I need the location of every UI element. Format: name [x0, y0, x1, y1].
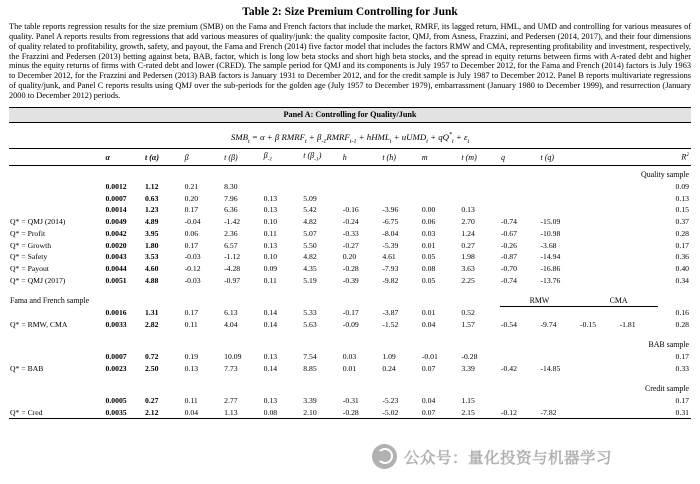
value-cell: 0.17 — [675, 352, 689, 362]
value-cell: 0.34 — [675, 276, 689, 285]
value-cell: 0.0016 — [105, 308, 127, 318]
value-cell: 2.15 — [461, 407, 475, 417]
column-header — [619, 148, 659, 165]
equation-row — [9, 122, 691, 148]
value-cell — [342, 180, 382, 192]
value-cell: 0.19 — [184, 352, 199, 362]
value-cell: -0.87 — [500, 252, 517, 262]
value-cell — [381, 192, 421, 204]
value-cell — [619, 395, 659, 407]
value-cell — [579, 363, 619, 375]
row-label: Q* = Safety — [10, 252, 48, 262]
value-cell: -0.74 — [500, 276, 517, 285]
value-cell: -0.15 — [580, 319, 597, 329]
value-cell: 1.23 — [145, 205, 159, 215]
value-cell: 4.82 — [303, 217, 317, 227]
table-row — [9, 307, 691, 319]
value-cell — [619, 307, 659, 319]
value-cell: 3.63 — [461, 264, 475, 274]
value-cell: -0.33 — [342, 228, 359, 238]
value-cell: 0.0005 — [105, 396, 127, 406]
value-cell: 0.27 — [145, 396, 159, 406]
value-cell: -4.28 — [224, 264, 241, 274]
value-cell: -0.04 — [184, 217, 201, 227]
value-cell: 0.0043 — [105, 252, 127, 262]
row-label — [9, 351, 104, 363]
value-cell: -15.09 — [540, 217, 561, 227]
value-cell — [619, 192, 659, 204]
value-cell: 1.15 — [461, 396, 475, 406]
value-cell: 0.10 — [263, 252, 278, 262]
value-cell: 0.07 — [421, 407, 436, 417]
value-cell — [619, 251, 659, 263]
value-cell: 2.10 — [303, 407, 317, 417]
value-cell: -0.16 — [342, 205, 359, 215]
value-cell: -3.87 — [382, 308, 399, 318]
value-cell: -6.75 — [382, 217, 399, 227]
value-cell: 1.98 — [461, 252, 475, 262]
value-cell: 0.09 — [263, 264, 278, 274]
value-cell: -8.04 — [382, 228, 399, 238]
value-cell: -10.98 — [540, 228, 561, 238]
value-cell — [579, 204, 619, 216]
value-cell: 6.36 — [224, 205, 238, 215]
panel-a-header: Panel A: Controlling for Quality/Junk — [9, 107, 691, 122]
table-row — [9, 216, 691, 228]
value-cell: -9.74 — [540, 319, 557, 329]
value-cell: 0.21 — [184, 181, 199, 191]
value-cell: 0.63 — [145, 193, 159, 203]
value-cell: 0.20 — [342, 252, 357, 262]
table-row — [9, 192, 691, 204]
value-cell: 5.33 — [303, 308, 317, 318]
value-cell: -5.02 — [382, 407, 399, 417]
value-cell — [619, 227, 659, 239]
table-caption: The table reports regression results for the size premium (SMB) on the Fama and French factors that include the market, RMRF, its lagged return, HML, and UMD and controlling for various measures of quality. Panel A reports results from regressions that add various measures of quality/junk: the quality composite factor, QMJ, from Asness, Frazzini, and Pedersen (2014, 2017), and their four dimensions of quality related to profitability, growth, safety, and payout, the Fama and French (2014) five factor model that includes the factors RMW and CMA, representing profitability and investment, respectively, the Frazzini and Pedersen (2013) betting against beta, BAB, factor, which is long low beta stocks and short high beta stocks, and the spread in equity returns between firms with A-rated debt and higher minus the equity returns of firms with C-rated debt and lower (CRED). The sample period for QMJ and its components is July 1957 to December 2012, for the Fama and French (2014) factors is July 1963 to December 2012, for the Frazzini and Pedersen (2013) BAB factors is January 1931 to December 2012, and for the credit sample is July 1987 to December 2012. Panel B reports multivariate regressions of quality/junk, and Panel C reports results using QMJ over the sub-periods for the golden age (July 1957 to December 1979), embarrassment (January 1980 to December 1999), and resurrection (January 2000 to December 2012) periods. — [9, 22, 691, 101]
value-cell: 0.0023 — [105, 363, 127, 373]
value-cell: -0.09 — [342, 319, 359, 329]
value-cell: 0.11 — [263, 276, 277, 285]
value-cell — [579, 192, 619, 204]
row-label: Q* = QMJ (2014) — [10, 217, 66, 227]
table-row — [9, 204, 691, 216]
value-cell — [500, 204, 540, 216]
value-cell — [540, 204, 580, 216]
group-header-cma: CMA — [579, 292, 658, 306]
value-cell: 4.60 — [145, 264, 159, 274]
value-cell: -0.74 — [500, 217, 517, 227]
value-cell — [619, 204, 659, 216]
value-cell: -0.03 — [184, 252, 201, 262]
watermark-text: 公众号：量化投资与机器学习 — [404, 448, 613, 467]
value-cell — [500, 180, 540, 192]
value-cell — [619, 275, 659, 287]
column-header: t $(\beta_{-1})$ — [302, 148, 342, 165]
value-cell — [579, 263, 619, 275]
panel-a-table — [9, 107, 691, 419]
value-cell — [302, 180, 342, 192]
value-cell: 7.96 — [224, 193, 238, 203]
value-cell: 0.07 — [421, 363, 436, 373]
value-cell: 10.09 — [224, 352, 242, 362]
value-cell: 0.04 — [184, 407, 199, 417]
value-cell: 6.13 — [224, 308, 238, 318]
row-label — [9, 307, 104, 319]
value-cell: -7.93 — [382, 264, 399, 274]
value-cell: 5.07 — [303, 228, 317, 238]
value-cell — [540, 395, 580, 407]
value-cell — [619, 351, 659, 363]
value-cell — [263, 180, 303, 192]
value-cell: 0.14 — [263, 308, 278, 318]
column-header: t (α) — [144, 148, 184, 165]
value-cell: 3.95 — [145, 228, 159, 238]
group-header-rmw: RMW — [500, 292, 579, 306]
value-cell: 0.15 — [675, 205, 689, 215]
value-cell: 0.05 — [421, 276, 436, 285]
table-row — [9, 319, 691, 331]
value-cell: 1.57 — [461, 319, 475, 329]
regression-equation: $SMB_t = \alpha + \beta$ $RMRF_t$ + $\beta_{-1}RMRF_{t-1}$ + hHML$_t$ + uUMD$_t$ + $qQ^*_t + \varepsilon_t$ — [230, 131, 470, 145]
label-column-header — [9, 148, 104, 165]
value-cell: -0.39 — [342, 276, 359, 285]
value-cell: 0.37 — [675, 217, 689, 227]
value-cell: 7.54 — [303, 352, 317, 362]
value-cell: 0.06 — [421, 217, 436, 227]
value-cell — [579, 307, 619, 319]
value-cell: 0.03 — [421, 228, 436, 238]
value-cell: 1.80 — [145, 240, 159, 250]
value-cell: 1.31 — [145, 308, 159, 318]
section-row — [9, 336, 691, 350]
column-header: h — [342, 148, 382, 165]
value-cell: 0.17 — [675, 240, 689, 250]
value-cell: -0.28 — [342, 407, 359, 417]
value-cell: 0.11 — [184, 319, 198, 329]
value-cell: 0.09 — [675, 181, 689, 191]
value-cell: 8.30 — [224, 181, 238, 191]
value-cell: 0.24 — [382, 363, 396, 373]
value-cell: 0.0012 — [105, 181, 127, 191]
value-cell: 0.13 — [461, 205, 475, 215]
row-label: Q* = Cred — [10, 407, 43, 417]
section-header: Credit sample — [644, 384, 689, 394]
table-row — [9, 406, 691, 418]
value-cell: -0.17 — [342, 308, 359, 318]
value-cell: 5.19 — [303, 276, 317, 285]
value-cell — [579, 351, 619, 363]
section-header: BAB sample — [648, 340, 689, 350]
value-cell — [579, 395, 619, 407]
value-cell: 2.12 — [145, 407, 159, 417]
table-row — [9, 275, 691, 287]
value-cell: 0.13 — [263, 396, 278, 406]
value-cell: 0.27 — [461, 240, 475, 250]
value-cell: 0.0033 — [105, 319, 127, 329]
value-cell: -0.67 — [500, 228, 517, 238]
value-cell: 0.08 — [421, 264, 436, 274]
value-cell: -14.85 — [540, 363, 561, 373]
value-cell: -0.42 — [500, 363, 517, 373]
value-cell: 0.13 — [184, 363, 199, 373]
value-cell: 4.88 — [145, 276, 159, 285]
row-label — [9, 180, 104, 192]
value-cell: 0.0007 — [105, 352, 127, 362]
value-cell: -3.96 — [382, 205, 399, 215]
column-header: $R^2$ — [658, 148, 691, 165]
value-cell: 1.24 — [461, 228, 475, 238]
value-cell: 0.20 — [184, 193, 199, 203]
value-cell: -0.03 — [184, 276, 201, 285]
column-header: t (β) — [223, 148, 263, 165]
value-cell: -0.28 — [342, 264, 359, 274]
value-cell: 0.33 — [675, 363, 689, 373]
value-cell: 0.00 — [421, 205, 436, 215]
value-cell: 5.09 — [303, 193, 317, 203]
section-header: Quality sample — [641, 169, 689, 179]
table-cell — [658, 292, 691, 306]
column-header: t (m) — [460, 148, 500, 165]
table-row — [9, 180, 691, 192]
value-cell: -0.97 — [224, 276, 241, 285]
row-label — [9, 192, 104, 204]
row-label — [9, 395, 104, 407]
value-cell — [500, 192, 540, 204]
column-header: t (q) — [540, 148, 580, 165]
table-row — [9, 227, 691, 239]
value-cell — [421, 180, 461, 192]
value-cell: -3.68 — [540, 240, 557, 250]
value-cell — [619, 406, 659, 418]
value-cell — [540, 351, 580, 363]
value-cell: 0.28 — [675, 319, 689, 329]
row-label: Q* = QMJ (2017) — [10, 276, 66, 285]
value-cell: 2.36 — [224, 228, 238, 238]
column-header: t (h) — [381, 148, 421, 165]
value-cell: -1.42 — [224, 217, 241, 227]
value-cell: 0.13 — [263, 205, 278, 215]
column-header: m — [421, 148, 461, 165]
value-cell: 4.04 — [224, 319, 238, 329]
value-cell: -0.12 — [184, 264, 201, 274]
row-label — [9, 204, 104, 216]
value-cell: -0.01 — [421, 352, 438, 362]
row-label: Q* = Profit — [10, 228, 46, 238]
row-label: Q* = Growth — [10, 240, 52, 250]
value-cell: 5.50 — [303, 240, 317, 250]
value-cell — [460, 180, 500, 192]
value-cell — [579, 251, 619, 263]
value-cell: 0.72 — [145, 352, 159, 362]
value-cell — [500, 307, 540, 319]
value-cell: 0.13 — [263, 240, 278, 250]
value-cell: 0.31 — [675, 407, 689, 417]
value-cell: 3.39 — [461, 363, 475, 373]
value-cell: 5.63 — [303, 319, 317, 329]
value-cell: 0.0044 — [105, 264, 127, 274]
value-cell: 0.06 — [184, 228, 199, 238]
value-cell: 0.11 — [263, 228, 277, 238]
value-cell: -9.82 — [382, 276, 399, 285]
section-row — [9, 165, 691, 180]
value-cell: 0.0014 — [105, 205, 127, 215]
table-title: Table 2: Size Premium Controlling for Junk — [242, 6, 458, 18]
value-cell: 0.13 — [263, 193, 278, 203]
value-cell — [500, 351, 540, 363]
column-header: $\beta_{-1}$ — [263, 148, 303, 165]
row-label: Q* = RMW, CMA — [10, 319, 68, 329]
value-cell: 2.77 — [224, 396, 238, 406]
value-cell: 4.82 — [303, 252, 317, 262]
value-cell — [500, 395, 540, 407]
value-cell: 0.16 — [675, 308, 689, 318]
value-cell — [619, 180, 659, 192]
value-cell: 4.61 — [382, 252, 396, 262]
value-cell: -0.28 — [461, 352, 478, 362]
value-cell: 2.50 — [145, 363, 159, 373]
value-cell — [579, 239, 619, 251]
value-cell — [540, 307, 580, 319]
value-cell: 0.04 — [421, 319, 436, 329]
value-cell: 0.01 — [342, 363, 357, 373]
value-cell: 0.05 — [421, 252, 436, 262]
value-cell: 0.52 — [461, 308, 475, 318]
value-cell: 0.13 — [263, 352, 278, 362]
value-cell — [619, 363, 659, 375]
value-cell — [579, 216, 619, 228]
value-cell: 4.35 — [303, 264, 317, 274]
value-cell: 6.57 — [224, 240, 238, 250]
value-cell: 0.0042 — [105, 228, 127, 238]
value-cell: 0.08 — [263, 407, 278, 417]
value-cell — [619, 239, 659, 251]
value-cell: 2.70 — [461, 217, 475, 227]
value-cell: 0.17 — [675, 396, 689, 406]
value-cell: 0.40 — [675, 264, 689, 274]
value-cell: 0.28 — [675, 228, 689, 238]
value-cell: -1.52 — [382, 319, 399, 329]
value-cell: 7.73 — [224, 363, 238, 373]
panel-a-body — [9, 165, 691, 418]
value-cell: 0.36 — [675, 252, 689, 262]
value-cell: -1.12 — [224, 252, 241, 262]
column-header — [579, 148, 619, 165]
value-cell: -1.81 — [619, 319, 636, 329]
panel-a-band — [9, 107, 691, 122]
value-cell: -0.31 — [342, 396, 359, 406]
value-cell — [381, 180, 421, 192]
value-cell: 0.01 — [421, 308, 436, 318]
watermark — [372, 444, 612, 469]
value-cell: -0.26 — [500, 240, 517, 250]
row-label: Q* = Payout — [10, 264, 49, 274]
value-cell: 0.10 — [263, 217, 278, 227]
value-cell: -0.70 — [500, 264, 517, 274]
value-cell: 3.53 — [145, 252, 159, 262]
value-cell: 0.0049 — [105, 217, 127, 227]
value-cell — [540, 192, 580, 204]
column-header: α — [104, 148, 144, 165]
value-cell: 0.17 — [184, 205, 199, 215]
value-cell: -0.27 — [342, 240, 359, 250]
section-row — [9, 292, 691, 306]
value-cell: 1.12 — [145, 181, 159, 191]
column-header: q — [500, 148, 540, 165]
value-cell — [540, 180, 580, 192]
value-cell: 4.89 — [145, 217, 159, 227]
value-cell — [579, 406, 619, 418]
value-cell: 2.82 — [145, 319, 159, 329]
value-cell: 0.13 — [675, 193, 689, 203]
value-cell — [342, 192, 382, 204]
value-cell: 2.25 — [461, 276, 475, 285]
value-cell: 3.39 — [303, 396, 317, 406]
table-row — [9, 263, 691, 275]
value-cell — [619, 263, 659, 275]
value-cell: -7.82 — [540, 407, 557, 417]
value-cell: 0.14 — [263, 363, 278, 373]
value-cell: 0.03 — [342, 352, 357, 362]
column-header-row — [9, 148, 691, 165]
value-cell: -13.76 — [540, 276, 561, 285]
value-cell: -16.86 — [540, 264, 561, 274]
value-cell: 1.13 — [224, 407, 238, 417]
value-cell: 0.17 — [184, 308, 199, 318]
value-cell — [460, 192, 500, 204]
value-cell: -0.24 — [342, 217, 359, 227]
value-cell: -14.94 — [540, 252, 561, 262]
value-cell: -0.12 — [500, 407, 517, 417]
value-cell: -5.23 — [382, 396, 399, 406]
section-row — [9, 380, 691, 394]
value-cell — [421, 192, 461, 204]
table-row — [9, 363, 691, 375]
table-row — [9, 351, 691, 363]
value-cell: 0.0035 — [105, 407, 127, 417]
value-cell: 0.0051 — [105, 276, 127, 285]
value-cell: 0.17 — [184, 240, 199, 250]
value-cell: 0.01 — [421, 240, 436, 250]
value-cell: 8.85 — [303, 363, 317, 373]
value-cell — [579, 180, 619, 192]
table-row — [9, 251, 691, 263]
value-cell — [579, 227, 619, 239]
value-cell: 0.0020 — [105, 240, 127, 250]
value-cell: 0.11 — [184, 396, 198, 406]
row-label: Q* = BAB — [10, 363, 44, 373]
table-row — [9, 395, 691, 407]
column-header: β — [184, 148, 224, 165]
value-cell: -5.39 — [382, 240, 399, 250]
value-cell: -0.54 — [500, 319, 517, 329]
value-cell — [579, 275, 619, 287]
section-header: Fama and French sample — [10, 296, 90, 306]
value-cell: 0.04 — [421, 396, 436, 406]
value-cell: 1.09 — [382, 352, 396, 362]
value-cell: 0.0007 — [105, 193, 127, 203]
table-row — [9, 239, 691, 251]
equation-cell — [9, 122, 691, 148]
value-cell: 5.42 — [303, 205, 317, 215]
value-cell — [619, 216, 659, 228]
value-cell: 0.14 — [263, 319, 278, 329]
watermark-logo-icon — [372, 444, 397, 469]
